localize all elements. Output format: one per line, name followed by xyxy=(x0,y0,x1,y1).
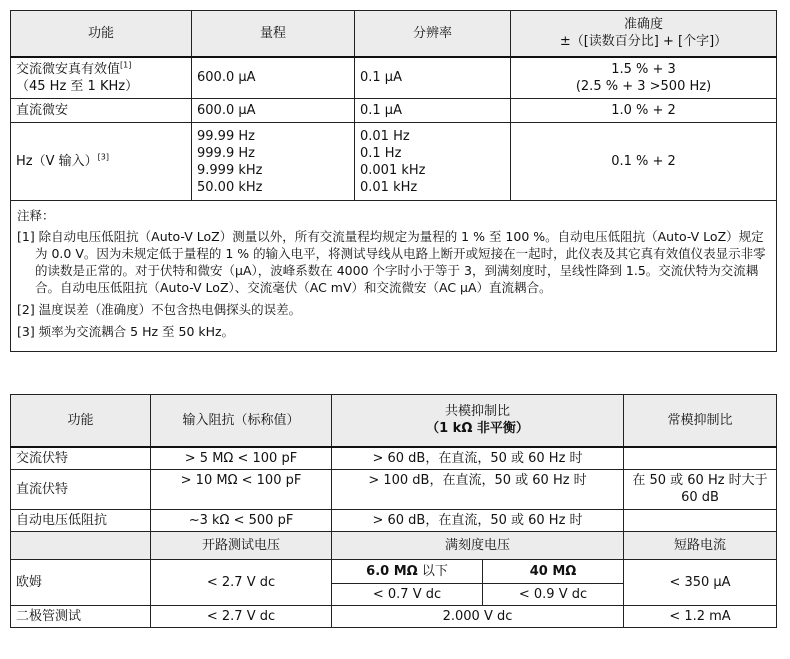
table-row xyxy=(11,469,777,509)
short-current-cell: < 1.2 mA xyxy=(624,605,777,627)
accuracy-value: 1.5 % + 3 xyxy=(611,61,676,77)
notes-cell xyxy=(11,201,777,352)
cmrr-cell: > 60 dB，在直流，50 或 60 Hz 时 xyxy=(332,447,624,470)
header-cmrr xyxy=(332,395,624,447)
range-value: 9.999 kHz xyxy=(197,162,263,178)
range-value: 50.00 kHz xyxy=(197,179,263,195)
header-accuracy xyxy=(511,11,777,57)
header-nmrr: 常模抑制比 xyxy=(624,395,777,447)
range-label-bold: 6.0 MΩ xyxy=(366,563,418,579)
notes-title: 注释： xyxy=(17,208,55,223)
notes-row xyxy=(11,201,777,352)
resolution-cell xyxy=(355,123,511,201)
open-voltage-cell: < 2.7 V dc xyxy=(151,605,332,627)
function-cell: 直流微安 xyxy=(11,99,192,123)
footnote-ref: [3] xyxy=(97,152,109,162)
table-row xyxy=(11,57,777,99)
note-3: [3] 频率为交流耦合 5 Hz 至 50 kHz。 xyxy=(17,324,235,339)
function-cell: 交流伏特 xyxy=(11,447,151,470)
header-range: 量程 xyxy=(192,11,355,57)
sub-header-row xyxy=(11,531,777,559)
function-cell xyxy=(11,57,192,99)
impedance-cell: > 5 MΩ < 100 pF xyxy=(151,447,332,470)
table-row-diode xyxy=(11,605,777,627)
range-value: 999.9 Hz xyxy=(197,145,255,161)
nmrr-cell xyxy=(624,509,777,531)
header-function: 功能 xyxy=(11,11,192,57)
header-resolution: 分辨率 xyxy=(355,11,511,57)
full-scale-head-a xyxy=(332,559,483,583)
full-scale-value-b: < 0.9 V dc xyxy=(483,583,624,605)
sub-header-short-current: 短路电流 xyxy=(624,531,777,559)
function-cell xyxy=(11,123,192,201)
function-label: 交流微安真有效值 xyxy=(16,61,121,77)
footnote-ref: [1] xyxy=(120,60,132,70)
range-cell: 600.0 μA xyxy=(192,99,355,123)
accuracy-cell: 1.0 % + 2 xyxy=(511,99,777,123)
resolution-value: 0.1 Hz xyxy=(360,145,402,161)
accuracy-cell xyxy=(511,57,777,99)
range-label-rest: 以下 xyxy=(417,563,448,579)
resolution-value: 0.001 kHz xyxy=(360,162,426,178)
table-row xyxy=(11,123,777,201)
accuracy-table xyxy=(10,10,777,352)
note-1: [1] 除自动电压低阻抗（Auto-V LoZ）测量以外，所有交流量程均规定为量程的 1 % 至 100 %。自动电压低阻抗（Auto-V LoZ）规定为 0.0 V。因为未规定低于量程的 1 % 的输入电平，将测试导线从电路上断开或短接在一起时，此仪表及其它真有效值仪表显示非零的读数是正常的。对于伏特和微安（μA），波峰系数在 4000 个字时小于等于 3，到满刻度时，呈线性降到 1.5。交流伏特为交流耦合。自动电压低阻抗（Auto-V LoZ）、交流毫伏（AC mV）和交流微安（AC μA）直流耦合。 xyxy=(17,229,766,295)
accuracy-cell: 0.1 % + 2 xyxy=(511,123,777,201)
resolution-value: 0.01 kHz xyxy=(360,179,418,195)
impedance-cell: > 10 MΩ < 100 pF xyxy=(151,469,332,509)
function-cell: 自动电压低阻抗 xyxy=(11,509,151,531)
input-characteristics-table xyxy=(10,394,777,628)
cmrr-cell: > 60 dB，在直流，50 或 60 Hz 时 xyxy=(332,509,624,531)
open-voltage-cell: < 2.7 V dc xyxy=(151,559,332,605)
function-label: Hz（V 输入） xyxy=(16,154,98,169)
table-row xyxy=(11,447,777,470)
resolution-value: 0.01 Hz xyxy=(360,128,410,144)
sub-header-blank xyxy=(11,531,151,559)
full-scale-cell: 2.000 V dc xyxy=(332,605,624,627)
function-cell: 直流伏特 xyxy=(11,469,151,509)
nmrr-cell xyxy=(624,447,777,470)
function-cell: 欧姆 xyxy=(11,559,151,605)
header-input-impedance: 输入阻抗（标称值） xyxy=(151,395,332,447)
accuracy-value-alt: (2.5 % + 3 >500 Hz) xyxy=(575,78,712,94)
resolution-cell: 0.1 μA xyxy=(355,99,511,123)
header-accuracy-title: 准确度 xyxy=(623,17,663,33)
full-scale-head-b: 40 MΩ xyxy=(483,559,624,583)
function-cell: 二极管测试 xyxy=(11,605,151,627)
header-cmrr-title: 共模抑制比 xyxy=(445,404,511,420)
table-row xyxy=(11,99,777,123)
resolution-cell: 0.1 μA xyxy=(355,57,511,99)
table-row xyxy=(11,509,777,531)
range-value: 99.99 Hz xyxy=(197,128,255,144)
sub-header-open-voltage: 开路测试电压 xyxy=(151,531,332,559)
full-scale-value-a: < 0.7 V dc xyxy=(332,583,483,605)
nmrr-cell: 在 50 或 60 Hz 时大于 60 dB xyxy=(624,469,777,509)
header-cmrr-subtitle: （1 kΩ 非平衡） xyxy=(426,421,529,437)
note-2: [2] 温度误差（准确度）不包含热电偶探头的误差。 xyxy=(17,302,302,317)
impedance-cell: ~3 kΩ < 500 pF xyxy=(151,509,332,531)
range-cell xyxy=(192,123,355,201)
header-function: 功能 xyxy=(11,395,151,447)
cmrr-cell: > 100 dB，在直流，50 或 60 Hz 时 xyxy=(332,469,624,509)
short-current-cell: < 350 μA xyxy=(624,559,777,605)
sub-header-full-scale: 满刻度电压 xyxy=(332,531,624,559)
table-row-ohm xyxy=(11,559,777,583)
range-cell: 600.0 μA xyxy=(192,57,355,99)
function-sublabel: （45 Hz 至 1 KHz） xyxy=(16,78,139,94)
header-accuracy-subtitle: ±（[读数百分比] + [个字]） xyxy=(559,34,728,50)
